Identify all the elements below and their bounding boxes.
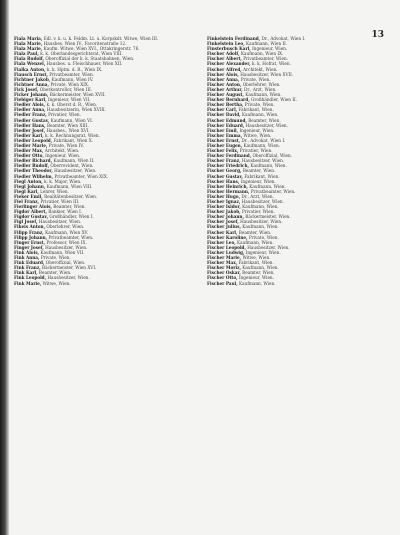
entry-name: Fischer Gustav,	[207, 173, 244, 179]
entry-name: Fink Anna,	[14, 255, 40, 261]
entry-name: Finkelstein Ferdinand,	[207, 36, 261, 41]
entry-details: Hausbesitzerin, Wien XVIII.	[45, 107, 107, 113]
entry-details: Bäckermeister, Wien XVII.	[48, 92, 106, 98]
entry-name: Fink Eduard,	[14, 260, 45, 266]
entry-details: Beamter, Wien.	[37, 270, 72, 276]
entry-details: Kaufmann, Wien XV.	[43, 229, 89, 235]
entry-details: Beamter, Wien.	[246, 117, 281, 123]
entry-name: Fiedler Franz,	[14, 112, 47, 118]
scan-edge	[0, 0, 9, 535]
entry-name: Fink Franz,	[14, 265, 41, 271]
entry-name: Fischer Paul,	[207, 280, 238, 286]
entry-name: Fischer Isidor,	[207, 204, 241, 210]
entry-details: Bäckermeister, Wien.	[243, 214, 291, 220]
entry-name: Fiedler Hans,	[14, 122, 46, 128]
entry-name: Fischer Alfred,	[207, 66, 242, 72]
entry-name: Fischer Friedrich,	[207, 163, 249, 169]
entry-name: Fichtner Anna,	[14, 81, 49, 87]
entry-details: Hausbesitzer, Wien.	[245, 244, 290, 250]
entry-details: Kaufmann, Wien VIII.	[45, 183, 93, 189]
entry-details: Kaufmann, Wien.	[240, 112, 279, 118]
entry-name: Fischer Eduard,	[207, 122, 245, 128]
entry-details: Dr., Advokat, Wien I.	[260, 36, 306, 41]
entry-details: Privatier, Wien.	[238, 148, 273, 154]
entry-name: Fischer Bertha,	[207, 102, 244, 108]
entry-details: Oberoffizial, Wien.	[251, 153, 293, 159]
entry-details: Kaufmann, Wien.	[240, 265, 279, 271]
entry-details: Hausbesitzer, Wien.	[46, 275, 90, 281]
entry-name: Fink Leopold,	[14, 275, 47, 281]
entry-details: Professor, Wien IX.	[45, 239, 87, 245]
entry-details: Architekt, Wien.	[43, 148, 80, 154]
entry-name: Fischer Ernst,	[207, 137, 241, 143]
left-column	[14, 36, 199, 528]
entry-name: Fischer Anton,	[207, 81, 242, 87]
entry-name: Fiala Paul,	[14, 51, 39, 57]
entry-name: Fischer Carl,	[207, 107, 238, 113]
entry-name: Fischer Leopold,	[207, 244, 246, 250]
entry-name: Fiegl Anton,	[14, 178, 43, 184]
entry-name: Fischer Otto,	[207, 275, 238, 281]
entry-details: Architekt, Wien.	[241, 66, 278, 72]
entry-details: Private, Wien.	[243, 102, 275, 108]
entry-details: Hausbes. u. Fleischhauer, Wien XII.	[45, 61, 123, 67]
entry-name: Fiebiger Karl,	[14, 97, 47, 103]
entry-name: Fiegl Karl,	[14, 188, 39, 194]
entry-details: Hausbesitzer, Wien.	[240, 199, 284, 204]
entry-name: Fischer Julius,	[207, 224, 241, 230]
entry-name: Fischer Alexander,	[207, 61, 251, 67]
entry-name: Fischer Leo,	[207, 239, 236, 245]
entry-details: Hausbesitzer, Wien.	[52, 168, 97, 174]
entry-name: Fischer Albert,	[207, 56, 242, 62]
entry-name: Finkelstein Leo,	[207, 41, 245, 47]
entry-name: Fischer Ferdinand,	[207, 153, 252, 159]
entry-details: Hausbesitzer, Wien XVII.	[238, 71, 294, 77]
entry-name: Fiala Maria,	[14, 36, 43, 41]
entry-name: Fischer Johann,	[207, 214, 244, 220]
entry-details: Beamter, Wien.	[240, 270, 275, 276]
entry-details: Kaufmann, Wien II.	[52, 158, 95, 164]
entry-details: Kaufmann, Wien.	[242, 142, 280, 148]
entry-name: Fischer Marie,	[207, 255, 242, 261]
entry-name: Fink Alois,	[14, 249, 40, 255]
entry-name: Figl Josef,	[14, 219, 38, 225]
entry-details: Private, Wien XIX.	[48, 81, 90, 87]
entry-details: Witwe, Wien.	[241, 255, 271, 261]
entry-name: Fiala Marie,	[14, 46, 43, 52]
entry-name: Fiedler Marie,	[14, 142, 48, 148]
entry-name: Fischer August,	[207, 92, 244, 98]
entry-details: Beamter, Wien.	[237, 229, 272, 235]
entry-details: Lehrer, Wien.	[38, 188, 69, 194]
entry-details: Kaufm. Witwe, Wien XVI., Ottakringerstr. 76.	[42, 46, 140, 52]
entry-name: Fischer Eugen,	[207, 142, 243, 148]
entry-name: Finger Josef,	[14, 244, 44, 250]
entry-name: Fischer Emma,	[207, 132, 243, 138]
entry-name: Fierlinger Alois,	[14, 204, 52, 210]
entry-name: Fiala Marie,	[14, 41, 43, 47]
entry-details: Hausbes. Wien IV., Favoritenstraße 12.	[42, 41, 127, 47]
entry-name: Fiausch Ernst,	[14, 71, 48, 77]
entry-details: Ingenieur, Wien.	[43, 153, 81, 159]
entry-details: Kaufmann, Wien.	[240, 204, 279, 210]
entry-name: Fischer David,	[207, 112, 241, 118]
entry-name: Fiedler Wilhelm,	[14, 173, 54, 179]
entry-details: Großhändler, Wien II.	[249, 97, 297, 103]
entry-name: Fischer Bernhard,	[207, 97, 250, 103]
directory-columns	[14, 36, 392, 528]
entry-name: Fischer Arthur,	[207, 86, 243, 92]
entry-details: k. k. Hptm. d. R., Wien IX.	[45, 66, 103, 72]
entry-details: k. k. Oberlandesgerichtsrat, Wien VIII.	[38, 51, 123, 57]
entry-details: Dr., Arzt, Wien.	[242, 86, 277, 92]
entry-name: Fischer Felix,	[207, 148, 239, 154]
entry-name: Fialka Anton,	[14, 66, 46, 72]
entry-details: Beamter, Wien.	[241, 168, 276, 174]
entry-details: Privatier, Wien.	[46, 112, 81, 118]
entry-details: Privatbeamter, Wien.	[241, 56, 288, 62]
page-number: 13	[371, 30, 384, 40]
entry-name: Fischer Josef,	[207, 219, 239, 225]
entry-name: Fischer Emil,	[207, 127, 239, 133]
entry-name: Fischer Ludwig,	[207, 249, 245, 255]
entry-details: Beamter, Wien XIII.	[45, 122, 89, 128]
directory-entry	[14, 281, 199, 286]
entry-details: Kaufmann, Wien VII.	[39, 249, 85, 255]
entry-details: Bankier, Wien I.	[46, 209, 83, 215]
entry-name: Fiedler Josef,	[14, 127, 46, 133]
entry-name: Fischer Hans,	[207, 178, 240, 184]
right-column	[207, 36, 392, 528]
entry-name: Fiedler Anna,	[14, 107, 46, 113]
entry-name: Fiedler Leopold,	[14, 137, 53, 143]
entry-details: Oberrevident, Wien.	[49, 163, 94, 169]
entry-name: Fischer Oskar,	[207, 270, 241, 276]
entry-details: Ingenieur, Wien VII.	[46, 97, 91, 103]
entry-name: Figdor Gustav,	[14, 214, 49, 220]
entry-details: Kaufmann, Wien VI.	[49, 117, 94, 123]
entry-name: Fischer Georg,	[207, 168, 242, 174]
entry-name: Fiel Franz,	[14, 199, 39, 204]
entry-details: Ingenieur, Wien.	[244, 249, 281, 255]
entry-details: Beamter, Wien.	[51, 204, 86, 210]
entry-details: Fabrikant, Wien.	[237, 260, 274, 266]
entry-name: Figdor Albert,	[14, 209, 47, 215]
entry-name: Fiedler Gustav,	[14, 117, 50, 123]
entry-name: Fiedler Max,	[14, 148, 44, 154]
entry-details: Dr., Arzt, Wien.	[240, 193, 274, 199]
entry-details: Privatbeamter, Wien.	[47, 234, 94, 240]
entry-details: Ingenieur, Wien.	[250, 46, 288, 52]
entry-name: Fiedler Richard,	[14, 158, 53, 164]
entry-details: Private, Wien.	[247, 234, 279, 240]
entry-name: Fink Marie,	[14, 280, 42, 286]
entry-details: Kaufmann, Wien.	[243, 92, 282, 98]
entry-details: Großhändler, Wien I.	[48, 214, 94, 220]
entry-details: Hausbesitzer, Wien.	[240, 158, 285, 164]
entry-details: Kaufmann, Wien IV.	[50, 76, 94, 82]
entry-name: Fischer Franz,	[207, 158, 241, 164]
directory-entry	[207, 281, 392, 286]
entry-details: Privatier, Wien III.	[38, 199, 80, 204]
entry-name: Fischer Hermann,	[207, 188, 250, 194]
entry-name: Ficker Johann,	[14, 92, 49, 98]
entry-name: Fiedler Alois,	[14, 102, 46, 108]
entry-name: Fiala Rudolf,	[14, 56, 45, 62]
entry-details: Oberkontrollor, Wien III.	[38, 86, 93, 92]
entry-name: Finger Ernst,	[14, 239, 46, 245]
entry-details: Private, Wien.	[239, 76, 271, 82]
entry-name: Fink Karl,	[14, 270, 38, 276]
entry-details: Realitätenbesitzer, Wien.	[42, 193, 98, 199]
entry-name: Fichtner Jakob,	[14, 76, 51, 82]
entry-name: Fiala Wenzel,	[14, 61, 46, 67]
entry-details: Witwe, Wien.	[242, 132, 272, 138]
entry-details: Ingenieur, Wien.	[237, 275, 274, 281]
entry-name: Fiegl Johann,	[14, 183, 46, 189]
entry-name: Fiedler Rudolf,	[14, 163, 50, 169]
entry-details: Hausbesitzer, Wien.	[37, 219, 82, 225]
entry-details: Fabrikant, Wien.	[243, 173, 280, 179]
entry-name: Fischer Moriz,	[207, 265, 241, 271]
entry-details: Oberlehrer, Wien.	[241, 81, 281, 87]
entry-details: Fabrikant, Wien X.	[52, 137, 94, 143]
entry-name: Fiedler Karl,	[14, 132, 44, 138]
entry-details: Privatbeamter, Wien XIX.	[53, 173, 109, 179]
entry-details: Oberlehrer, Wien.	[45, 224, 85, 230]
entry-details: k. k. Major, Wien.	[42, 178, 82, 184]
entry-details: Ingenieur, Wien.	[239, 178, 276, 184]
entry-details: Edl. v. k. u. k. Feldm. Lt. u. Korpskdt. Witwe, Wien III.	[42, 36, 159, 41]
entry-details: Privatier, Wien.	[240, 209, 275, 215]
entry-details: Oberoffizial, Wien.	[44, 260, 86, 266]
entry-details: Kaufmann, Wien.	[240, 224, 279, 230]
entry-details: Kaufmann, Wien II.	[244, 41, 288, 47]
entry-details: Kaufmann, Wien.	[247, 183, 286, 189]
entry-name: Fischer Heinrich,	[207, 183, 248, 189]
entry-details: Hausbesitzer, Wien.	[238, 219, 283, 225]
entry-details: Ingenieur, Wien.	[238, 127, 275, 133]
entry-details: Privatbeamter, Wien.	[47, 71, 95, 77]
entry-details: Bäckermeister, Wien XVI.	[40, 265, 97, 271]
entry-details: Oberoffizial der k. k. Staatsbahnen, Wien.	[44, 56, 135, 62]
entry-name: Filipp Franz,	[14, 229, 44, 235]
entry-name: Fick Josef,	[14, 86, 39, 92]
entry-name: Fischer Edmund,	[207, 117, 247, 123]
entry-details: Dr., Advokat, Wien I.	[240, 137, 286, 143]
entry-name: Fieker Emil,	[14, 193, 43, 199]
entry-details: k. k. Hofrat, Wien.	[250, 61, 291, 67]
entry-details: Kaufmann, Wien.	[235, 239, 274, 245]
entry-name: Filipp Johann,	[14, 234, 48, 240]
entry-name: Fiedler Theodor,	[14, 168, 53, 174]
entry-name: Fischer Karoline,	[207, 234, 248, 240]
entry-details: Kaufmann, Wien IX.	[239, 51, 284, 57]
entry-name: Fischer Ignaz,	[207, 199, 241, 204]
entry-name: Fischer Jakob,	[207, 209, 241, 215]
entry-name: Finsterbusch Karl,	[207, 46, 251, 52]
entry-details: Privatbeamter, Wien.	[249, 188, 296, 194]
entry-details: Private, Wien.	[39, 255, 71, 261]
entry-details: Kaufmann, Wien.	[248, 163, 287, 169]
entry-details: Fabrikant, Wien.	[237, 107, 274, 113]
entry-details: Hausbes., Wien XVI.	[45, 127, 90, 133]
entry-details: Hausbesitzer, Wien.	[43, 244, 88, 250]
entry-name: Fischer Hugo,	[207, 193, 241, 199]
entry-name: Fikeis Anton,	[14, 224, 46, 230]
entry-details: Witwe, Wien.	[41, 280, 71, 286]
entry-details: k. k. Oberst d. R., Wien.	[45, 102, 98, 108]
entry-name: Fischer Max,	[207, 260, 238, 266]
entry-name: Fischer Adolf,	[207, 51, 240, 57]
entry-name: Fiedler Otto,	[14, 153, 44, 159]
entry-name: Fischer Karl,	[207, 229, 238, 235]
entry-details: Hausbesitzer, Wien.	[244, 122, 288, 128]
entry-details: k. k. Rechnungsrat, Wien.	[43, 132, 100, 138]
entry-details: Kaufmann, Wien.	[237, 280, 276, 286]
entry-details: Private, Wien IV.	[47, 142, 84, 148]
entry-name: Fischer Anna,	[207, 76, 240, 82]
entry-name: Fischer Alois,	[207, 71, 239, 77]
